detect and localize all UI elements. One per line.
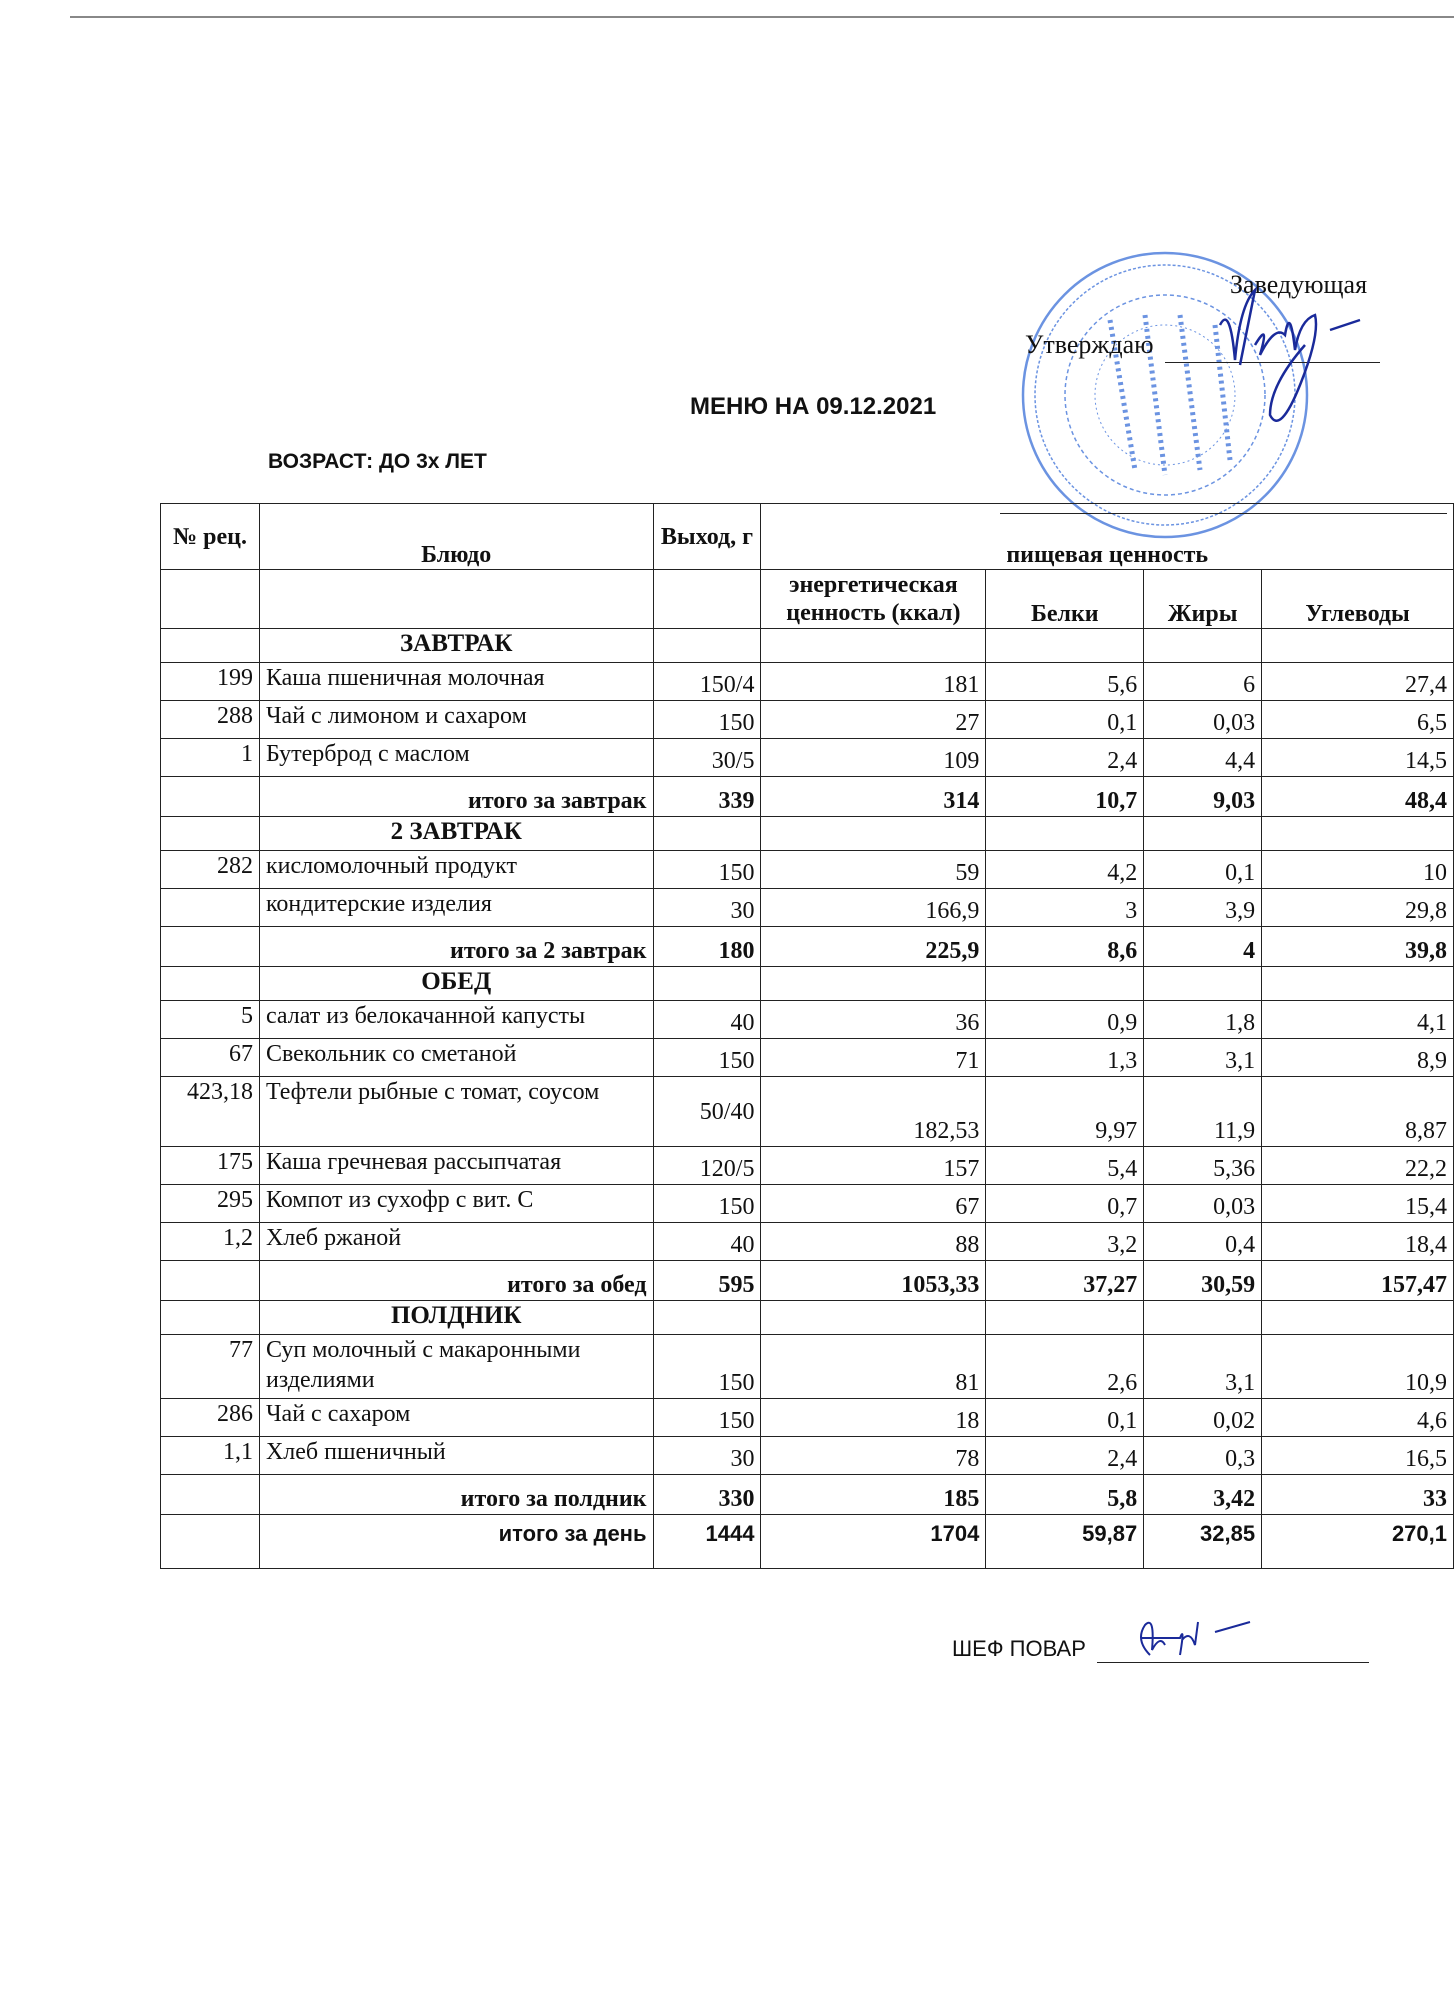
empty-cell	[1262, 629, 1454, 663]
yield-value: 50/40	[653, 1077, 761, 1147]
subtotal-yield: 339	[653, 777, 761, 817]
day-total-yield: 1444	[653, 1515, 761, 1569]
recipe-number: 5	[161, 1001, 260, 1039]
energy-value: 36	[761, 1001, 986, 1039]
subtotal-yield: 595	[653, 1261, 761, 1301]
fat-value: 0,02	[1144, 1399, 1262, 1437]
protein-value: 9,97	[986, 1077, 1144, 1147]
carbs-value: 6,5	[1262, 701, 1454, 739]
table-row	[161, 1077, 1454, 1147]
recipe-number: 77	[161, 1335, 260, 1399]
director-signature	[1200, 265, 1380, 445]
empty-cell	[161, 817, 260, 851]
empty-cell	[653, 817, 761, 851]
recipe-number: 1	[161, 739, 260, 777]
subtotal-row	[161, 927, 1454, 967]
empty-cell	[653, 629, 761, 663]
protein-value: 2,6	[986, 1335, 1144, 1399]
empty-cell	[161, 1261, 260, 1301]
day-total-energy: 1704	[761, 1515, 986, 1569]
protein-value: 5,6	[986, 663, 1144, 701]
energy-value: 59	[761, 851, 986, 889]
empty-cell	[1262, 817, 1454, 851]
recipe-number: 423,18	[161, 1077, 260, 1147]
day-total-row	[161, 1515, 1454, 1569]
empty-cell	[161, 927, 260, 967]
recipe-number: 286	[161, 1399, 260, 1437]
header-rec-no: № рец.	[161, 504, 260, 570]
section-row	[161, 967, 1454, 1001]
yield-value: 150	[653, 701, 761, 739]
subtotal-energy: 185	[761, 1475, 986, 1515]
subtotal-fat: 30,59	[1144, 1261, 1262, 1301]
empty-cell	[1144, 967, 1262, 1001]
table-row	[161, 889, 1454, 927]
empty-cell	[1262, 967, 1454, 1001]
recipe-number: 1,2	[161, 1223, 260, 1261]
subtotal-row	[161, 777, 1454, 817]
empty-cell	[161, 1515, 260, 1569]
subtotal-carbs: 33	[1262, 1475, 1454, 1515]
yield-value: 40	[653, 1223, 761, 1261]
energy-value: 166,9	[761, 889, 986, 927]
fat-value: 3,1	[1144, 1335, 1262, 1399]
yield-value: 30	[653, 1437, 761, 1475]
dish-name: Компот из сухофр с вит. С	[259, 1185, 653, 1223]
carbs-value: 27,4	[1262, 663, 1454, 701]
dish-name: салат из белокачанной капусты	[259, 1001, 653, 1039]
section-title: 2 ЗАВТРАК	[259, 817, 653, 851]
carbs-value: 4,6	[1262, 1399, 1454, 1437]
chef-label: ШЕФ ПОВАР	[952, 1636, 1086, 1661]
subtotal-carbs: 39,8	[1262, 927, 1454, 967]
fat-value: 0,03	[1144, 1185, 1262, 1223]
header-nutrition: пищевая ценность	[761, 504, 1454, 570]
recipe-number: 175	[161, 1147, 260, 1185]
empty-cell	[1144, 629, 1262, 663]
subtotal-fat: 4	[1144, 927, 1262, 967]
empty-cell	[761, 1301, 986, 1335]
yield-value: 150	[653, 1185, 761, 1223]
carbs-value: 8,9	[1262, 1039, 1454, 1077]
approve-label: Утверждаю	[1025, 330, 1154, 359]
day-total-fat: 32,85	[1144, 1515, 1262, 1569]
subtotal-row	[161, 1475, 1454, 1515]
subtotal-yield: 330	[653, 1475, 761, 1515]
header-carbs: Углеводы	[1262, 570, 1454, 629]
protein-value: 3	[986, 889, 1144, 927]
protein-value: 0,9	[986, 1001, 1144, 1039]
subtotal-energy: 225,9	[761, 927, 986, 967]
fat-value: 0,4	[1144, 1223, 1262, 1261]
empty-cell	[986, 967, 1144, 1001]
day-total-carbs: 270,1	[1262, 1515, 1454, 1569]
subtotal-label: итого за 2 завтрак	[259, 927, 653, 967]
fat-value: 0,03	[1144, 701, 1262, 739]
carbs-value: 10	[1262, 851, 1454, 889]
energy-value: 81	[761, 1335, 986, 1399]
fat-value: 3,9	[1144, 889, 1262, 927]
energy-value: 71	[761, 1039, 986, 1077]
empty-cell	[161, 629, 260, 663]
table-row	[161, 701, 1454, 739]
table-row	[161, 739, 1454, 777]
fat-value: 5,36	[1144, 1147, 1262, 1185]
empty-cell	[161, 967, 260, 1001]
recipe-number: 199	[161, 663, 260, 701]
yield-value: 150	[653, 1399, 761, 1437]
section-title: ПОЛДНИК	[259, 1301, 653, 1335]
energy-value: 157	[761, 1147, 986, 1185]
day-total-label: итого за день	[259, 1515, 653, 1569]
carbs-value: 29,8	[1262, 889, 1454, 927]
chef-signature	[1130, 1610, 1270, 1670]
day-total-protein: 59,87	[986, 1515, 1144, 1569]
protein-value: 0,1	[986, 701, 1144, 739]
recipe-number: 1,1	[161, 1437, 260, 1475]
fat-value: 0,3	[1144, 1437, 1262, 1475]
subtotal-energy: 1053,33	[761, 1261, 986, 1301]
energy-value: 88	[761, 1223, 986, 1261]
table-row	[161, 1147, 1454, 1185]
table-row	[161, 663, 1454, 701]
dish-name: кисломолочный продукт	[259, 851, 653, 889]
subtotal-carbs: 48,4	[1262, 777, 1454, 817]
protein-value: 3,2	[986, 1223, 1144, 1261]
scan-edge-line	[70, 16, 1454, 18]
header-dish: Блюдо	[259, 504, 653, 570]
header-yield: Выход, г	[653, 504, 761, 570]
empty-cell	[1262, 1301, 1454, 1335]
energy-value: 109	[761, 739, 986, 777]
empty-cell	[653, 967, 761, 1001]
dish-name: Каша пшеничная молочная	[259, 663, 653, 701]
table-row	[161, 1185, 1454, 1223]
dish-name: Чай с лимоном и сахаром	[259, 701, 653, 739]
subtotal-carbs: 157,47	[1262, 1261, 1454, 1301]
dish-name: Хлеб пшеничный	[259, 1437, 653, 1475]
table-row	[161, 851, 1454, 889]
page-title: МЕНЮ НА 09.12.2021	[690, 393, 937, 420]
empty-cell	[761, 629, 986, 663]
carbs-value: 14,5	[1262, 739, 1454, 777]
subtotal-protein: 37,27	[986, 1261, 1144, 1301]
header-protein: Белки	[986, 570, 1144, 629]
yield-value: 30/5	[653, 739, 761, 777]
dish-name: Каша гречневая рассыпчатая	[259, 1147, 653, 1185]
energy-value: 27	[761, 701, 986, 739]
table-row	[161, 1335, 1454, 1399]
subtotal-protein: 5,8	[986, 1475, 1144, 1515]
energy-value: 18	[761, 1399, 986, 1437]
empty-cell	[161, 1475, 260, 1515]
table-row	[161, 1039, 1454, 1077]
subtotal-label: итого за завтрак	[259, 777, 653, 817]
header-fat: Жиры	[1144, 570, 1262, 629]
subtotal-fat: 3,42	[1144, 1475, 1262, 1515]
dish-name: Тефтели рыбные с томат, соусом	[259, 1077, 653, 1147]
carbs-value: 8,87	[1262, 1077, 1454, 1147]
energy-value: 78	[761, 1437, 986, 1475]
empty-cell	[986, 817, 1144, 851]
carbs-value: 4,1	[1262, 1001, 1454, 1039]
energy-value: 67	[761, 1185, 986, 1223]
yield-value: 150	[653, 851, 761, 889]
dish-name: Свекольник со сметаной	[259, 1039, 653, 1077]
section-title: ОБЕД	[259, 967, 653, 1001]
subtotal-row	[161, 1261, 1454, 1301]
table-row	[161, 1399, 1454, 1437]
carbs-value: 22,2	[1262, 1147, 1454, 1185]
header-energy: энергетическая ценность (ккал)	[761, 570, 986, 629]
section-title: ЗАВТРАК	[259, 629, 653, 663]
energy-value: 182,53	[761, 1077, 986, 1147]
empty-cell	[986, 1301, 1144, 1335]
empty-cell	[653, 1301, 761, 1335]
approver-position: Заведующая	[1230, 270, 1368, 299]
protein-value: 1,3	[986, 1039, 1144, 1077]
protein-value: 4,2	[986, 851, 1144, 889]
protein-value: 2,4	[986, 1437, 1144, 1475]
empty-cell	[761, 967, 986, 1001]
recipe-number: 67	[161, 1039, 260, 1077]
dish-name: Суп молочный с макаронными изделиями	[259, 1335, 653, 1399]
subtotal-fat: 9,03	[1144, 777, 1262, 817]
fat-value: 1,8	[1144, 1001, 1262, 1039]
yield-value: 120/5	[653, 1147, 761, 1185]
subtotal-label: итого за полдник	[259, 1475, 653, 1515]
dish-name: кондитерские изделия	[259, 889, 653, 927]
empty-cell	[161, 1301, 260, 1335]
recipe-number: 282	[161, 851, 260, 889]
age-group: ВОЗРАСТ: ДО 3х ЛЕТ	[268, 450, 487, 473]
protein-value: 0,7	[986, 1185, 1144, 1223]
energy-value: 181	[761, 663, 986, 701]
empty-cell	[761, 817, 986, 851]
recipe-number: 288	[161, 701, 260, 739]
dish-name: Чай с сахаром	[259, 1399, 653, 1437]
dish-name: Хлеб ржаной	[259, 1223, 653, 1261]
subtotal-yield: 180	[653, 927, 761, 967]
protein-value: 2,4	[986, 739, 1144, 777]
protein-value: 0,1	[986, 1399, 1144, 1437]
carbs-value: 10,9	[1262, 1335, 1454, 1399]
table-row	[161, 1437, 1454, 1475]
fat-value: 0,1	[1144, 851, 1262, 889]
recipe-number: 295	[161, 1185, 260, 1223]
carbs-value: 16,5	[1262, 1437, 1454, 1475]
yield-value: 150	[653, 1039, 761, 1077]
carbs-value: 18,4	[1262, 1223, 1454, 1261]
table-row	[161, 1223, 1454, 1261]
subtotal-protein: 10,7	[986, 777, 1144, 817]
subtotal-energy: 314	[761, 777, 986, 817]
yield-value: 150/4	[653, 663, 761, 701]
section-row	[161, 817, 1454, 851]
yield-value: 30	[653, 889, 761, 927]
subtotal-label: итого за обед	[259, 1261, 653, 1301]
fat-value: 6	[1144, 663, 1262, 701]
table-row	[161, 1001, 1454, 1039]
empty-cell	[986, 629, 1144, 663]
menu-table	[160, 503, 1454, 1569]
subtotal-protein: 8,6	[986, 927, 1144, 967]
empty-cell	[1144, 817, 1262, 851]
section-row	[161, 629, 1454, 663]
yield-value: 150	[653, 1335, 761, 1399]
fat-value: 11,9	[1144, 1077, 1262, 1147]
fat-value: 4,4	[1144, 739, 1262, 777]
recipe-number	[161, 889, 260, 927]
fat-value: 3,1	[1144, 1039, 1262, 1077]
section-row	[161, 1301, 1454, 1335]
empty-cell	[161, 777, 260, 817]
carbs-value: 15,4	[1262, 1185, 1454, 1223]
empty-cell	[1144, 1301, 1262, 1335]
dish-name: Бутерброд с маслом	[259, 739, 653, 777]
yield-value: 40	[653, 1001, 761, 1039]
protein-value: 5,4	[986, 1147, 1144, 1185]
